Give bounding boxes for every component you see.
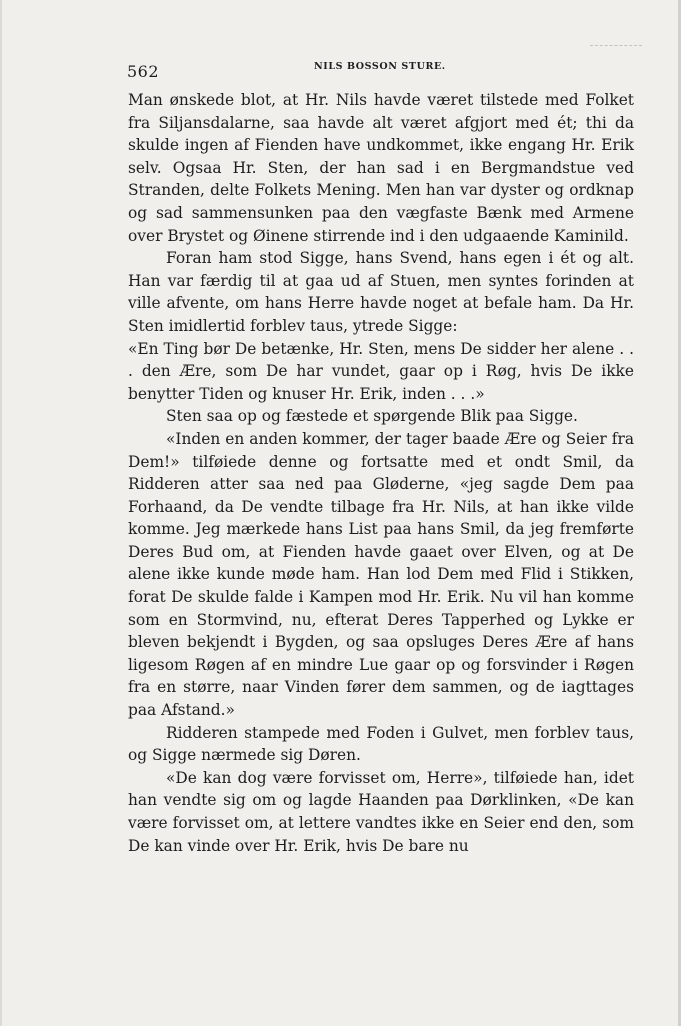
paragraph-1: Man ønskede blot, at Hr. Nils havde været tilstede med Folket fra Siljansdalarne, saa havde alt været afgjort med ét; thi da skulde ingen af Fienden have undkommet, ikke engang Hr. Erik selv. Ogsaa Hr. Sten, der han sad i en Bergmandstue ved Stranden, delte Folkets Mening. Men han var dyster og ordknap og sad sammensunken paa den vægfaste Bænk med Armene over Brystet og Øinene stirrende ind i den udgaaende Kaminild. [128, 91, 634, 245]
scan-artifact [590, 45, 642, 47]
page-number: 562 [127, 62, 160, 81]
paragraph-7: «De kan dog være forvisset om, Herre», tilføiede han, idet han vendte sig om og lagde Haanden paa Dørklinken, «De kan være forvisset om, at lettere vandtes ikke en Seier end den, som De kan vinde over Hr. Erik, hvis De bare nu [128, 768, 634, 855]
paragraph-3: «En Ting bør De betænke, Hr. Sten, mens De sidder her alene . . . den Ære, som De har vundet, gaar op i Røg, hvis De ikke benytter Tiden og knuser Hr. Erik, inden . . .» [128, 339, 634, 403]
paragraph-2: Foran ham stod Sigge, hans Svend, hans egen i ét og alt. Han var færdig til at gaa ud af Stuen, men syntes forinden at ville afvente, om hans Herre havde noget at befale ham. Da Hr. Sten imidlertid forblev taus, ytrede Sigge: [128, 249, 634, 335]
paragraph-5: «Inden en anden kommer, der tager baade Ære og Seier fra Dem!» tilføiede denne og fortsatte med et ondt Smil, da Ridderen atter saa ned paa Gløderne, «jeg sagde Dem paa Forhaand, da De vendte tilbage fra Hr. Nils, at han ikke vilde komme. Jeg mærkede hans List paa hans Smil, da jeg fremførte Deres Bud om, at Fienden havde gaaet over Elven, og at De alene ikke kunde møde ham. Han lod Dem med Flid i Stikken, forat De skulde falde i Kampen mod Hr. Erik. Nu vil han komme som en Stormvind, nu, efterat Deres Tapperhed og Lykke er bleven bekjendt i Bygden, og saa opsluges Deres Ære af hans ligesom Røgen af en mindre Lue gaar op og forsvinder i Røgen fra en større, naar Vinden fører dem sammen, og de iagttages paa Afstand.» [128, 429, 634, 720]
body-text [128, 89, 634, 857]
paragraph-4: Sten saa op og fæstede et spørgende Blik paa Sigge. [166, 407, 578, 426]
paragraph-6: Ridderen stampede med Foden i Gulvet, men forblev taus, og Sigge nærmede sig Døren. [128, 723, 634, 765]
running-head: NILS BOSSON STURE. [314, 61, 446, 72]
